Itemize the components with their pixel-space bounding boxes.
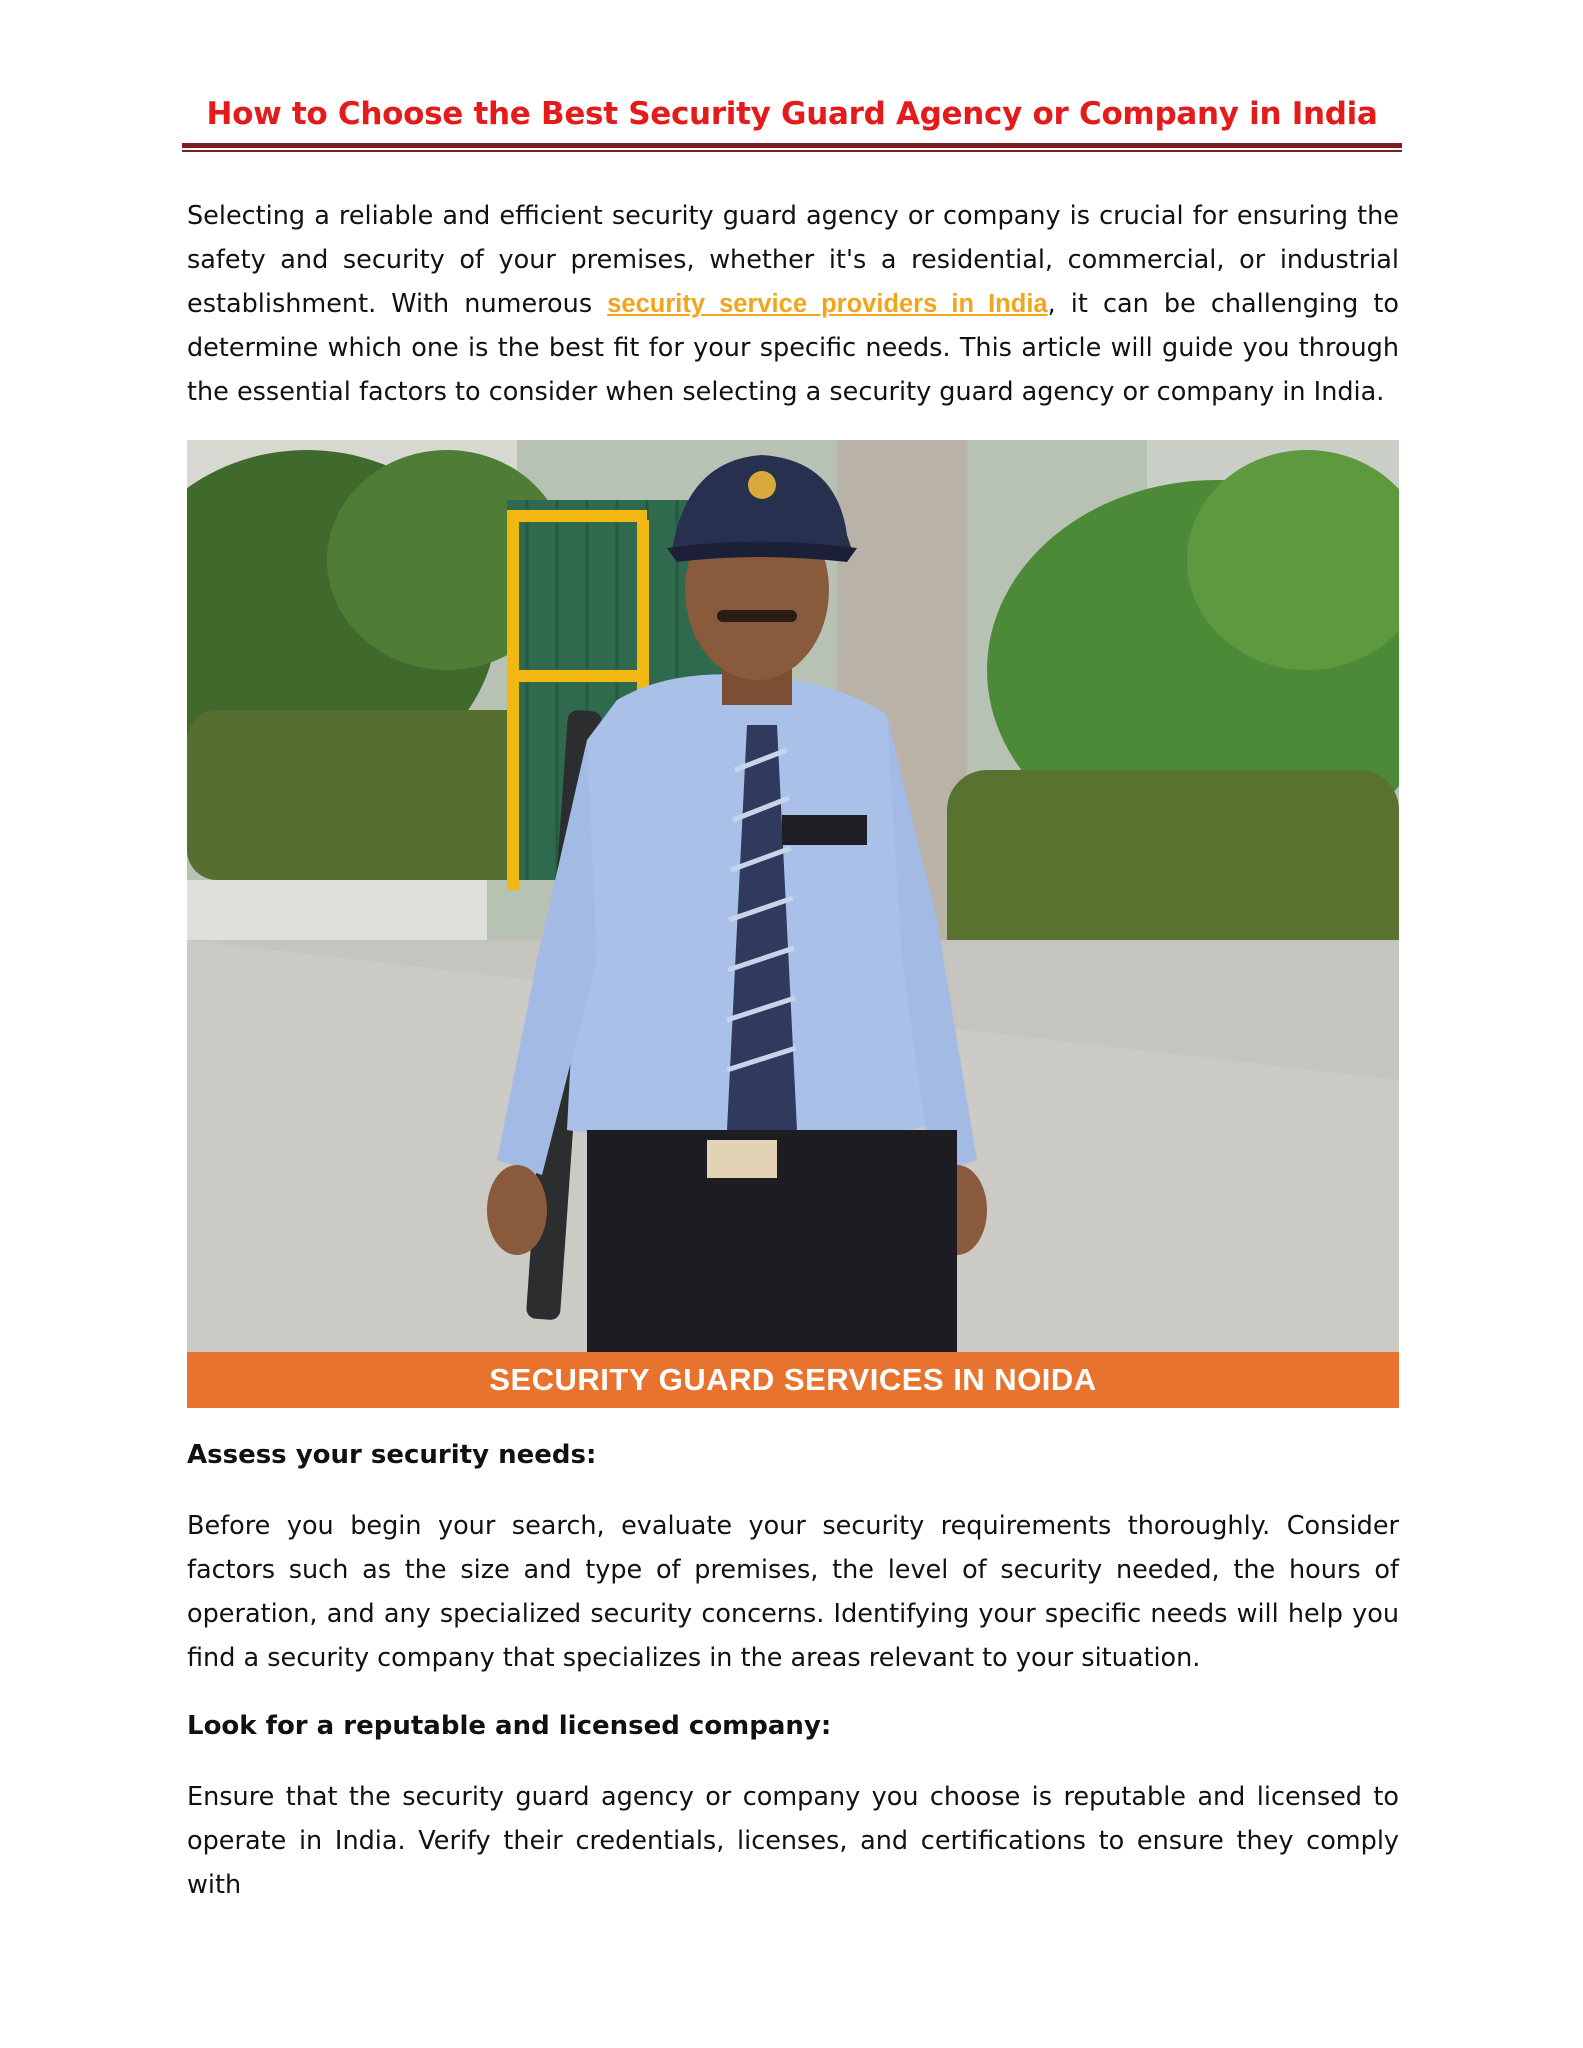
guard-illustration: [187, 440, 1399, 1408]
page-title: How to Choose the Best Security Guard Agency or Company in India: [206, 96, 1378, 132]
section-heading-licensed-company: Look for a reputable and licensed company:: [187, 1711, 832, 1741]
title-underline-thin: [182, 150, 1402, 152]
section-body-assess-needs: Before you begin your search, evaluate your security requirements thoroughly. Consider factors such as the size and type of premises, the level of security needed, the hours of operation, and any specialized security concerns. Identifying your specific needs will help you find a security company that specializes in the areas relevant to your situation.: [187, 1511, 1399, 1673]
security-providers-link[interactable]: security service providers in India: [607, 290, 1048, 318]
intro-paragraph: [187, 194, 1399, 414]
intro-text-end: , it can be challenging to determine which one is the best fit for your specific needs. This article will guide you through the essential factors to consider when selecting a security guard agency or company in India.: [187, 289, 1400, 407]
photo-banner: SECURITY GUARD SERVICES IN NOIDA: [187, 1352, 1399, 1408]
security-guard-photo: [187, 440, 1399, 1408]
intro-text-start: Selecting a reliable and efficient security guard agency or company is crucial for ensuring the safety and security of your premises, whether it's a residential, commercial, or industrial establishment. With numerous: [187, 201, 1399, 319]
section-body-licensed-company: Ensure that the security guard agency or company you choose is reputable and licensed to operate in India. Verify their credentials, licenses, and certifications to ensure they comply with: [187, 1782, 1399, 1900]
title-underline-thick: [182, 143, 1402, 148]
section-heading-assess-needs: Assess your security needs:: [187, 1440, 597, 1470]
